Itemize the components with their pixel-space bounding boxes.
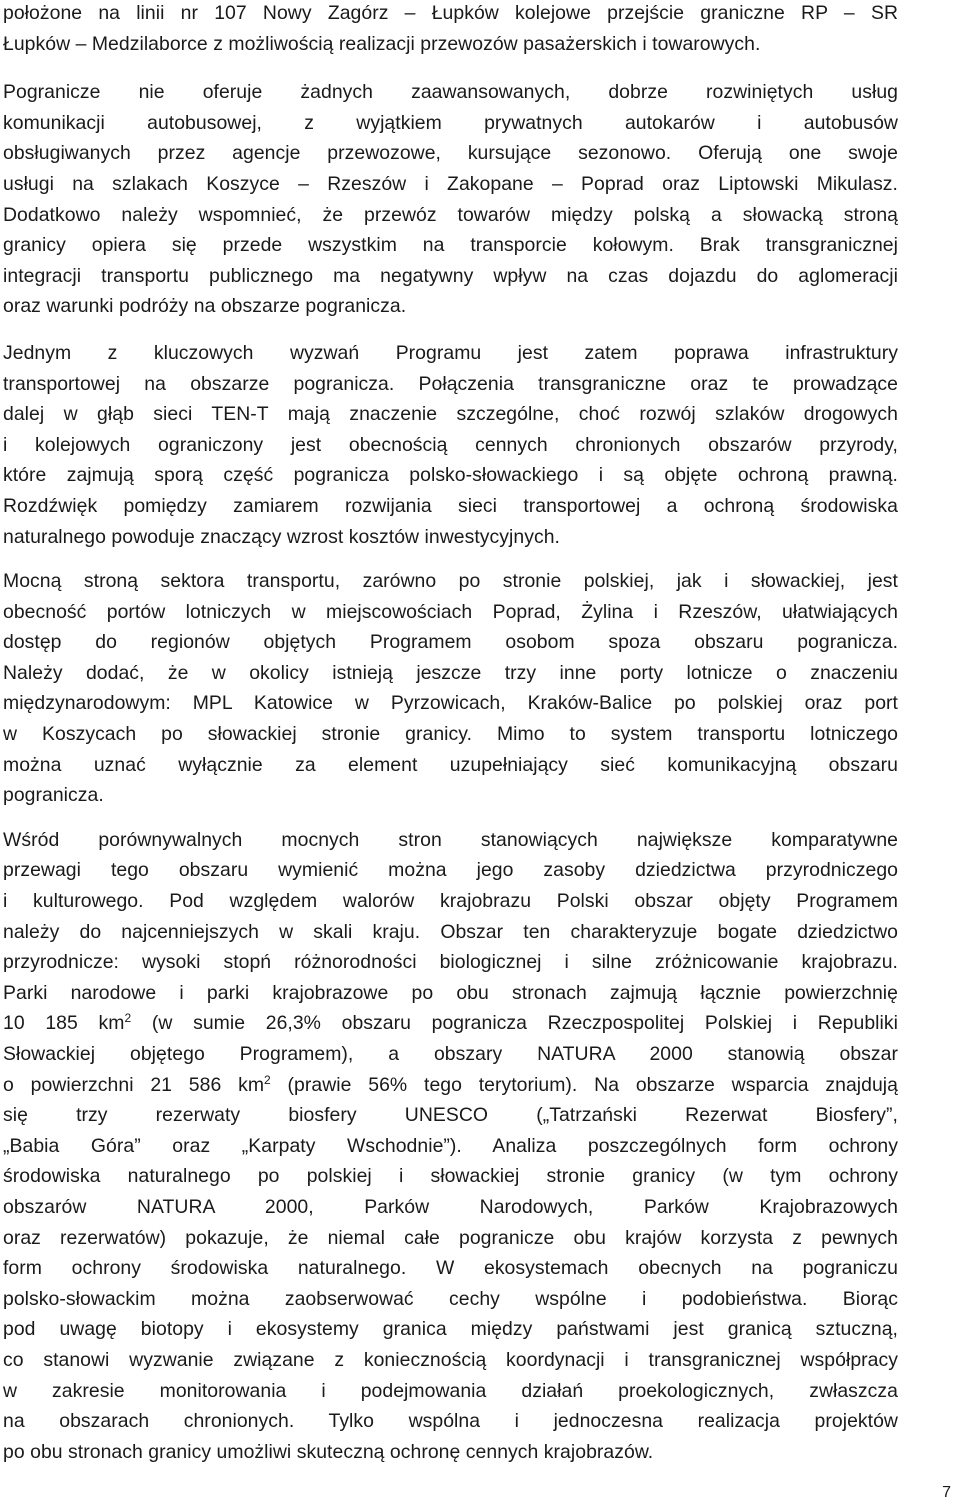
text-line: w zakresie monitorowania i podejmowania działań proekologicznych, zwłaszcza — [3, 1379, 898, 1402]
text-line: Pogranicze nie oferuje żadnych zaawansowanych, dobrze rozwiniętych usług — [3, 81, 898, 104]
text-line: przewagi tego obszaru wymienić można jego zasoby dziedzictwa przyrodniczego — [3, 859, 898, 882]
text-fragment: (prawie 56% tego terytorium). Na obszarze wsparcia znajdują — [270, 1073, 899, 1096]
text-line: dostęp do regionów objętych Programem osobom spoza obszaru pogranicza. — [3, 631, 898, 654]
text-line: integracji transportu publicznego ma negatywny wpływ na czas dojazdu do aglomeracji — [3, 264, 898, 287]
superscript: 2 — [124, 1011, 132, 1026]
text-line: co stanowi wyzwanie związane z koniecznością koordynacji i transgranicznej współpracy — [3, 1348, 898, 1371]
text-line: oraz rezerwatów) pokazuje, że niemal całe pogranicze obu krajów korzysta z pewnych — [3, 1226, 898, 1249]
text-line: pod uwagę biotopy i ekosystemy granica między państwami jest granicą sztuczną, — [3, 1318, 898, 1341]
text-line: obecność portów lotniczych w miejscowościach Poprad, Żylina i Rzeszów, ułatwiających — [3, 600, 898, 623]
text-line: środowiska naturalnego po polskiej i słowackiej stronie granicy (w tym ochrony — [3, 1165, 898, 1188]
text-line: w Koszycach po słowackiej stronie granicy. Mimo to system transportu lotniczego — [3, 723, 898, 746]
text-line: i kolejowych ograniczony jest obecnością cennych chronionych obszarów przyrody, — [3, 433, 898, 456]
text-line: komunikacji autobusowej, z wyjątkiem prywatnych autokarów i autobusów — [3, 111, 898, 134]
text-line: przyrodnicze: wysoki stopń różnorodności biologicznej i silne zróżnicowanie krajobrazu. — [3, 951, 898, 974]
text-line: Rozdźwięk pomiędzy zamiarem rozwijania sieci transportowej a ochroną środowiska — [3, 494, 898, 517]
text-line: międzynarodowym: MPL Katowice w Pyrzowicach, Kraków-Balice po polskiej oraz port — [3, 692, 898, 715]
text-line: Słowackiej objętego Programem), a obszary NATURA 2000 stanowią obszar — [3, 1043, 898, 1065]
text-line: naturalnego powoduje znaczący wzrost kosztów inwestycyjnych. — [3, 525, 560, 548]
text-fragment: o powierzchni 21 586 km — [3, 1073, 265, 1096]
paragraph-rail-crossing — [3, 0, 898, 59]
text-line: dalej w głąb sieci TEN-T mają znaczenie szczególne, choć rozwój szlaków drogowych — [3, 403, 898, 426]
text-line: transportowej na obszarze pogranicza. Połączenia transgraniczne oraz te prowadzące — [3, 372, 898, 395]
text-line: można uznać wyłącznie za element uzupełniający sieć komunikacyjną obszaru — [3, 753, 898, 776]
text-line — [3, 1070, 898, 1101]
text-line: należy do najcenniejszych w skali kraju. Obszar ten charakteryzuje bogate dziedzictwo — [3, 920, 898, 943]
text-line: się trzy rezerwaty biosfery UNESCO („Tatrzański Rezerwat Biosfery”, — [3, 1104, 898, 1127]
text-line: Parki narodowe i parki krajobrazowe po obu stronach zajmują łącznie powierzchnię — [3, 981, 898, 1004]
paragraph-bus-transport — [3, 77, 898, 322]
page-number: 7 — [942, 1484, 951, 1501]
text-line: granicy opiera się przede wszystkim na transporcie kołowym. Brak transgranicznej — [3, 234, 898, 257]
text-line: Łupków – Medzilaborce z możliwością realizacji przewozów pasażerskich i towarowych. — [3, 32, 761, 55]
text-fragment: 10 185 km — [3, 1012, 125, 1035]
text-line: Mocną stroną sektora transportu, zarówno po stronie polskiej, jak i słowackiej, jest — [3, 570, 898, 593]
text-line: usługi na szlakach Koszyce – Rzeszów i Zakopane – Poprad oraz Liptowski Mikulasz. — [3, 172, 898, 195]
text-line: form ochrony środowiska naturalnego. W ekosystemach obecnych na pograniczu — [3, 1257, 898, 1280]
text-line: obszarów NATURA 2000, Parków Narodowych, Parków Krajobrazowych — [3, 1195, 898, 1218]
text-line: pogranicza. — [3, 784, 104, 807]
text-line: polsko-słowackim można zaobserwować cechy wspólne i podobieństwa. Biorąc — [3, 1287, 898, 1310]
paragraph-natural-heritage — [3, 825, 898, 1467]
text-line: oraz warunki podróży na obszarze pogranicza. — [3, 295, 407, 318]
text-line: Jednym z kluczowych wyzwań Programu jest zatem poprawa infrastruktury — [3, 341, 898, 364]
superscript: 2 — [264, 1072, 271, 1087]
text-line: które zajmują sporą część pogranicza polsko-słowackiego i są objęte ochroną prawną. — [3, 464, 898, 487]
document-page — [3, 0, 898, 1467]
text-line — [3, 1008, 898, 1039]
text-line: położone na linii nr 107 Nowy Zagórz – Łupków kolejowe przejście graniczne RP – SR — [3, 2, 898, 24]
text-line: Wśród porównywalnych mocnych stron stanowiących największe komparatywne — [3, 828, 898, 851]
text-line: obsługiwanych przez agencje przewozowe, kursujące sezonowo. Oferują one swoje — [3, 142, 898, 165]
paragraph-air-transport — [3, 566, 898, 811]
text-line: Należy dodać, że w okolicy istnieją jeszcze trzy inne porty lotnicze o znaczeniu — [3, 661, 898, 684]
text-fragment: (w sumie 26,3% obszaru pogranicza Rzeczpospolitej Polskiej i Republiki — [131, 1012, 899, 1035]
paragraph-infrastructure-challenge — [3, 338, 898, 552]
text-line: po obu stronach granicy umożliwi skuteczną ochronę cennych krajobrazów. — [3, 1440, 654, 1463]
text-line: i kulturowego. Pod względem walorów krajobrazu Polski obszar objęty Programem — [3, 890, 898, 913]
text-line: Dodatkowo należy wspomnieć, że przewóz towarów między polską a słowacką stroną — [3, 203, 898, 226]
text-line: na obszarach chronionych. Tylko wspólna i jednoczesna realizacja projektów — [3, 1410, 898, 1433]
text-line: „Babia Góra” oraz „Karpaty Wschodnie”). Analiza poszczególnych form ochrony — [3, 1134, 898, 1157]
